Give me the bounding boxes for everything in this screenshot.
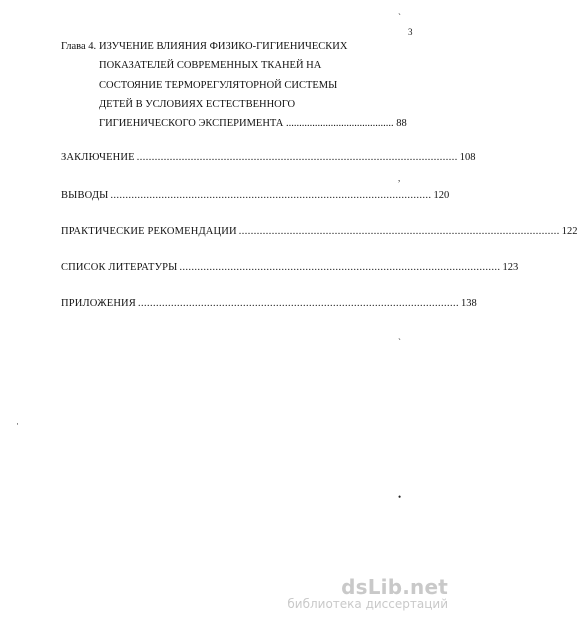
toc-entry-references	[61, 262, 519, 276]
toc-label: ЗАКЛЮЧЕНИЕ	[61, 152, 135, 163]
toc-leader-dots: ...........................................................................................................	[137, 298, 459, 309]
scan-speck: ·	[16, 419, 19, 429]
toc-page-number: 120	[433, 190, 450, 201]
page-number: 3	[408, 27, 413, 37]
toc-page-number: 138	[460, 298, 477, 309]
toc-page-number: 123	[502, 262, 519, 273]
toc-label: ПРИЛОЖЕНИЯ	[61, 298, 136, 309]
toc-label: СПИСОК ЛИТЕРАТУРЫ	[61, 262, 178, 273]
toc-page-number: 108	[459, 152, 476, 163]
toc-label: ПРАКТИЧЕСКИЕ РЕКОМЕНДАЦИИ	[61, 226, 237, 237]
toc-page-number: 122	[561, 226, 577, 237]
toc-entry-recommendations	[61, 226, 577, 240]
toc-entry-findings	[61, 190, 450, 204]
toc-entry-appendices	[61, 298, 477, 312]
toc-leader-dots: ...........................................................................................................	[179, 262, 501, 273]
toc-leader-dots: ...........................................................................................................	[136, 152, 458, 163]
scan-speck: ,	[398, 173, 401, 183]
watermark-logo: dsLib.net	[341, 575, 448, 599]
toc-entry-conclusion	[61, 152, 476, 166]
watermark-subtitle: библиотека диссертаций	[287, 597, 448, 611]
chapter-title-line-3: СОСТОЯНИЕ ТЕРМОРЕГУЛЯТОРНОЙ СИСТЕМЫ	[99, 80, 338, 91]
chapter-title-line-4: ДЕТЕЙ В УСЛОВИЯХ ЕСТЕСТВЕННОГО	[99, 99, 296, 110]
chapter-title-line-1: ИЗУЧЕНИЕ ВЛИЯНИЯ ФИЗИКО-ГИГИЕНИЧЕСКИХ	[99, 41, 348, 52]
chapter-prefix: Глава 4.	[61, 41, 97, 52]
toc-leader-dots: ...........................................................................................................	[238, 226, 560, 237]
toc-label: ВЫВОДЫ	[61, 190, 109, 201]
scan-speck: `	[398, 12, 401, 22]
chapter-title-line-2: ПОКАЗАТЕЛЕЙ СОВРЕМЕННЫХ ТКАНЕЙ НА	[99, 60, 322, 71]
scan-speck: •	[398, 492, 402, 502]
toc-leader-dots: ...........................................................................................................	[110, 190, 432, 201]
chapter-title-line-5-with-page: ГИГИЕНИЧЕСКОГО ЭКСПЕРИМЕНТА ......................................... 88	[99, 118, 407, 129]
dslib-watermark	[283, 577, 448, 611]
scan-speck: `	[398, 337, 401, 347]
